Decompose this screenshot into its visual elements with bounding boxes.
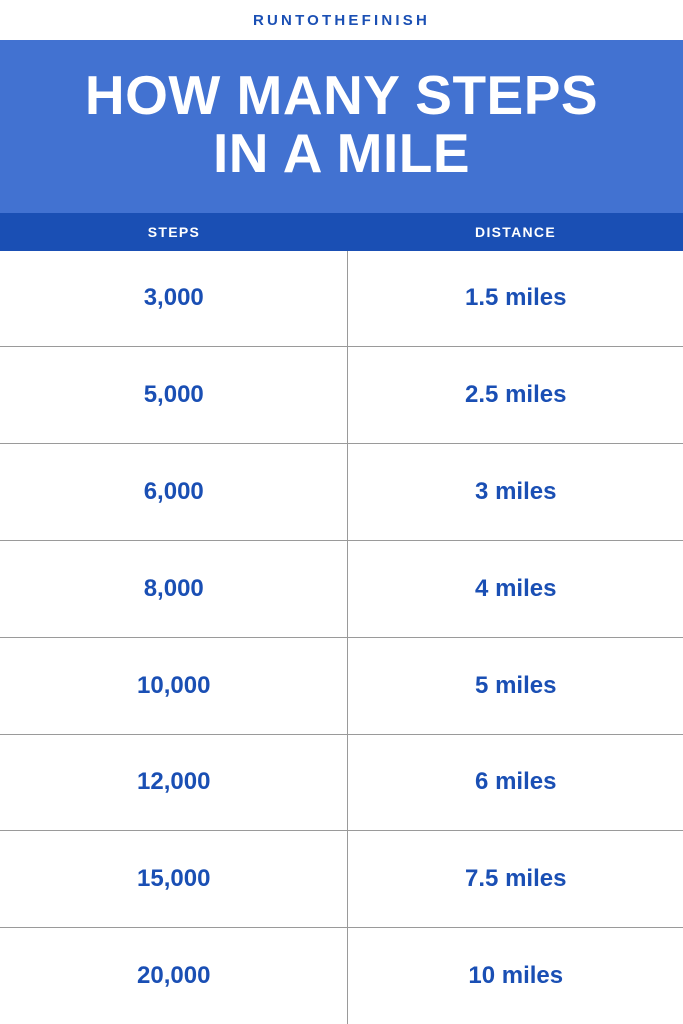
table-header-row xyxy=(0,213,683,251)
cell-steps: 6,000 xyxy=(143,478,204,506)
cell-steps: 20,000 xyxy=(137,962,211,990)
cell-steps: 10,000 xyxy=(137,671,211,699)
cell-distance: 2.5 miles xyxy=(347,347,683,443)
cell-distance: 5 miles xyxy=(347,638,683,734)
cell-distance: 4 miles xyxy=(347,541,683,637)
cell-distance: 1.5 miles xyxy=(347,251,683,347)
brand-bar xyxy=(0,0,683,40)
table-row xyxy=(0,541,683,638)
table-row xyxy=(0,735,683,832)
cell-steps: 12,000 xyxy=(137,768,211,796)
title-block xyxy=(0,40,683,213)
cell-distance: 3 miles xyxy=(347,444,683,540)
brand-name: RUNTOTHEFINISH xyxy=(252,11,431,29)
cell-steps: 15,000 xyxy=(137,865,211,893)
cell-distance: 10 miles xyxy=(347,928,683,1024)
cell-steps: 5,000 xyxy=(143,381,204,409)
table-row xyxy=(0,251,683,348)
table-row xyxy=(0,638,683,735)
column-header-distance: DISTANCE xyxy=(475,223,556,240)
table-row xyxy=(0,444,683,541)
cell-distance: 6 miles xyxy=(347,735,683,831)
cell-steps: 3,000 xyxy=(143,284,204,312)
table-row xyxy=(0,928,683,1024)
page-title-line-2: IN A MILE xyxy=(212,122,471,185)
page-title-line-1: HOW MANY STEPS xyxy=(84,64,599,126)
table-body xyxy=(0,251,683,1024)
table-row xyxy=(0,347,683,444)
cell-distance: 7.5 miles xyxy=(347,831,683,927)
cell-steps: 8,000 xyxy=(143,574,204,602)
column-header-steps: STEPS xyxy=(147,223,201,240)
table-row xyxy=(0,831,683,928)
